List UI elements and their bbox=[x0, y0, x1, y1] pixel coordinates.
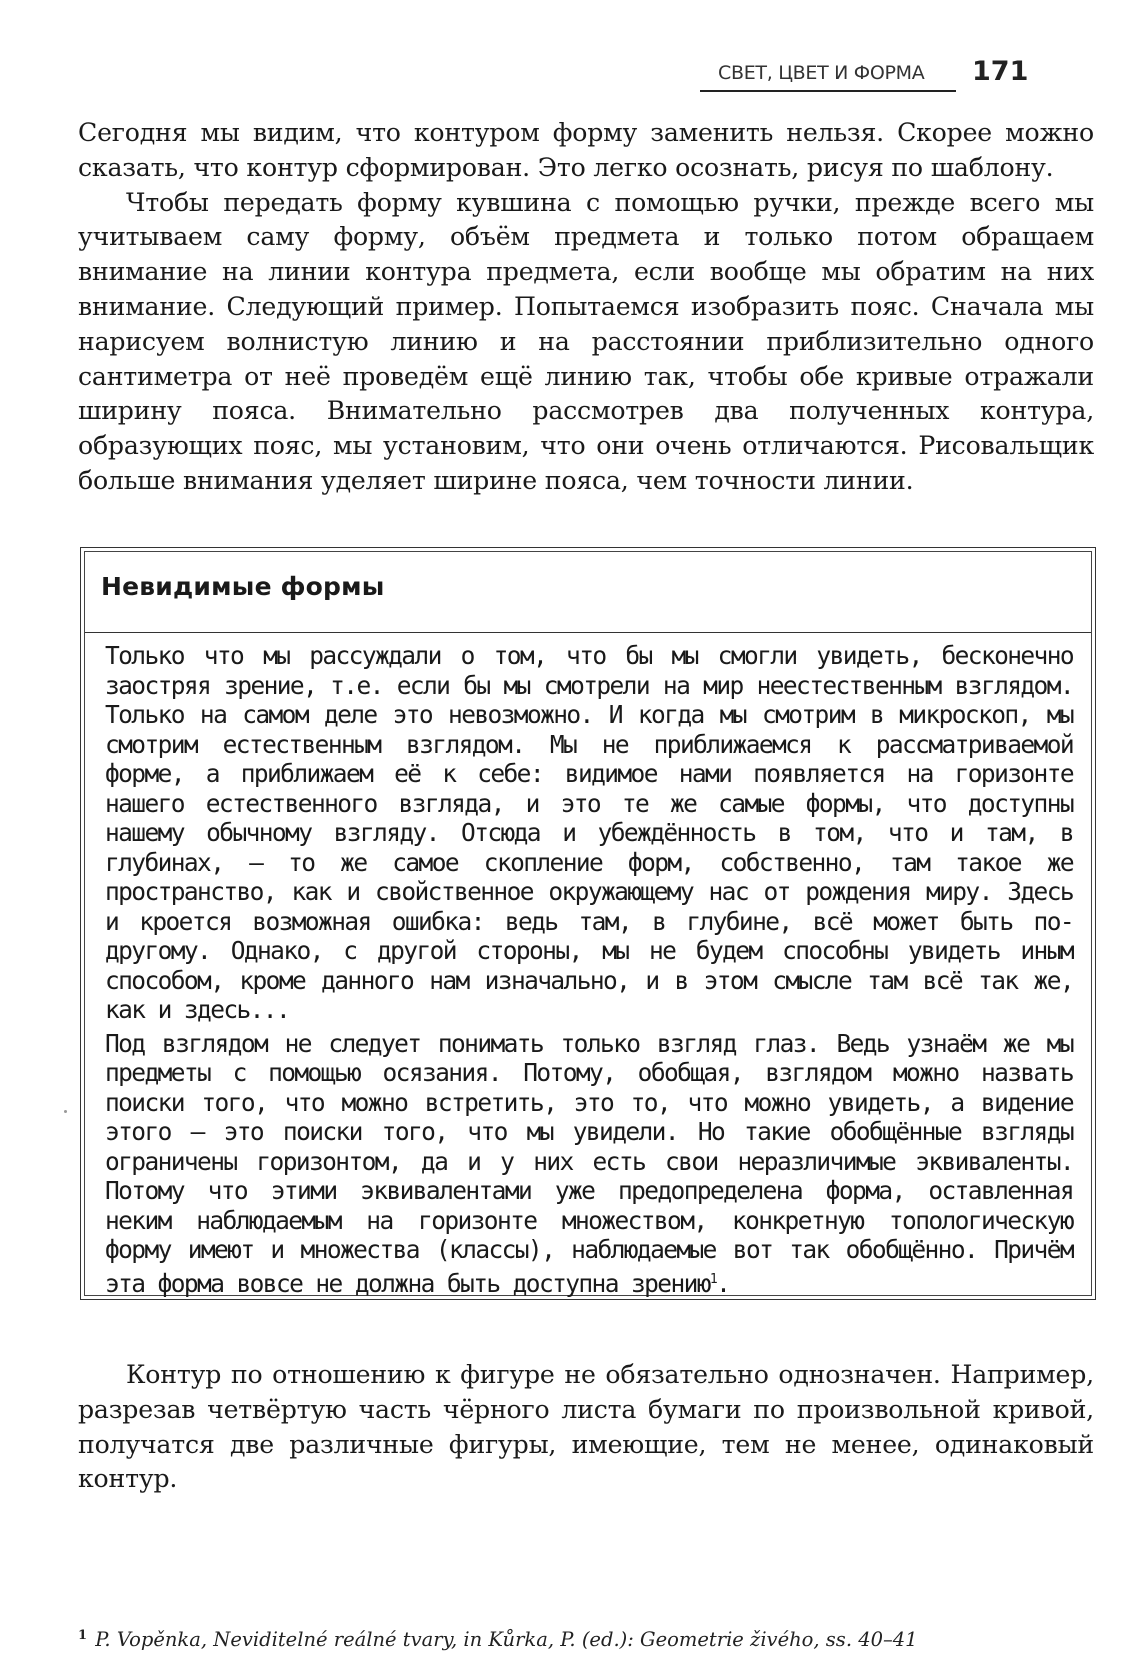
running-head-rule bbox=[700, 90, 956, 92]
body-paragraph: Чтобы передать форму кувшина с помощью ручки, прежде всего мы учитываем саму форму, объём предмета и только потом обращаем внимание на линии контура предмета, если вообще мы обратим на них внимание. Следующий пример. Попытаемся изобразить пояс. Сначала мы нарисуем волнистую линию и на расстоянии приблизительно одного сантиметра от неё проведём ещё линию так, чтобы обе кривые отражали ширину пояса. Внимательно рассмотрев два полученных контура, образующих пояс, мы установим, что они очень отличаются. Рисовальщик больше внимания уделяет ширине пояса, чем точности линии. bbox=[78, 187, 1094, 495]
sidebar-box-inner bbox=[84, 551, 1092, 1296]
sidebar-box bbox=[80, 547, 1096, 1300]
footnote-number: 1 bbox=[78, 1628, 88, 1643]
footnote-text: P. Vopěnka, Neviditelné reálné tvary, in Kůrka, P. (ed.): Geometrie živého, ss. 40–41 bbox=[95, 1628, 918, 1651]
sidebar-box-header bbox=[85, 552, 1091, 633]
sidebar-box-title: Невидимые формы bbox=[101, 572, 385, 601]
sidebar-paragraph: Только что мы рассуждали о том, что бы мы смогли увидеть, бесконечно заостряя зрение, т.е. если бы мы смотрели на мир неестественным взглядом. Только на самом деле это невозможно. И когда мы смотрим в микроскоп, мы смотрим естественным взглядом. Мы не приближаемся к рассматриваемой форме, а приближаем её к себе: видимое нами появляется на горизонте нашего естественного взгляда, и это те же самые формы, что доступны нашему обычному взгляду. Отсюда и убеждённость в том, что и там, в глубинах, – то же самое скопление форм, собственно, там такое же пространство, как и свойственное окружающему нас от рождения миру. Здесь и кроется возможная ошибка: ведь там, в глубине, всё может быть по-другому. Однако, с другой стороны, мы не будем способны увидеть иным способом, кроме данного нам изначально, и в этом смысле там всё так же, как и здесь... bbox=[105, 641, 1073, 1024]
body-paragraph: Контур по отношению к фигуре не обязательно однозначен. Например, разрезав четвёртую часть чёрного листа бумаги по произвольной кривой, получатся две различные фигуры, имеющие, тем не менее, одинаковый контур. bbox=[78, 1360, 1094, 1494]
sidebar-box-body bbox=[85, 633, 1091, 1298]
footnote-reference: 1 bbox=[709, 1271, 717, 1287]
page-number: 171 bbox=[972, 56, 1029, 87]
running-head bbox=[700, 56, 1094, 96]
footnote bbox=[78, 1628, 918, 1651]
main-text-top bbox=[78, 116, 1094, 499]
main-text-bottom bbox=[78, 1358, 1094, 1497]
body-paragraph: Сегодня мы видим, что контуром форму заменить нельзя. Скорее можно сказать, что контур сформирован. Это легко осознать, рисуя по шаблону. bbox=[78, 118, 1094, 182]
sidebar-paragraph-with-ref: Под взглядом не следует понимать только взгляд глаз. Ведь узнаём же мы предметы с помощью осязания. Потому, обобщая, взглядом можно назвать поиски того, что можно встретить, это то, что можно увидеть, а видение этого – это поиски того, что мы увидели. Но такие обобщённые взгляды ограничены горизонтом, да и у них есть свои неразличимые эквиваленты. Потому что этими эквивалентами уже предопределена форма, оставленная неким наблюдаемым на горизонте множеством, конкретную топологическую форму имеют и множества (классы), наблюдаемые вот так обобщённо. Причём эта форма вовсе не должна быть доступна зрению$^1$. bbox=[105, 1028, 1073, 1298]
sidebar-paragraph-text: Под взглядом не следует понимать только взгляд глаз. Ведь узнаём же мы предметы с помощью осязания. Потому, обобщая, взглядом можно назвать поиски того, что можно встретить, это то, что можно увидеть, а видение этого – это поиски того, что мы увидели. Но такие обобщённые взгляды ограничены горизонтом, да и у них есть свои неразличимые эквиваленты. Потому что этими эквивалентами уже предопределена форма, оставленная неким наблюдаемым на горизонте множеством, конкретную топологическую форму имеют и множества (классы), наблюдаемые вот так обобщённо. Причём эта форма вовсе не должна быть доступна зрению bbox=[105, 1028, 1073, 1298]
running-head-title: СВЕТ, ЦВЕТ И ФОРМА bbox=[718, 62, 925, 84]
scan-artifact-dot bbox=[64, 1110, 67, 1113]
